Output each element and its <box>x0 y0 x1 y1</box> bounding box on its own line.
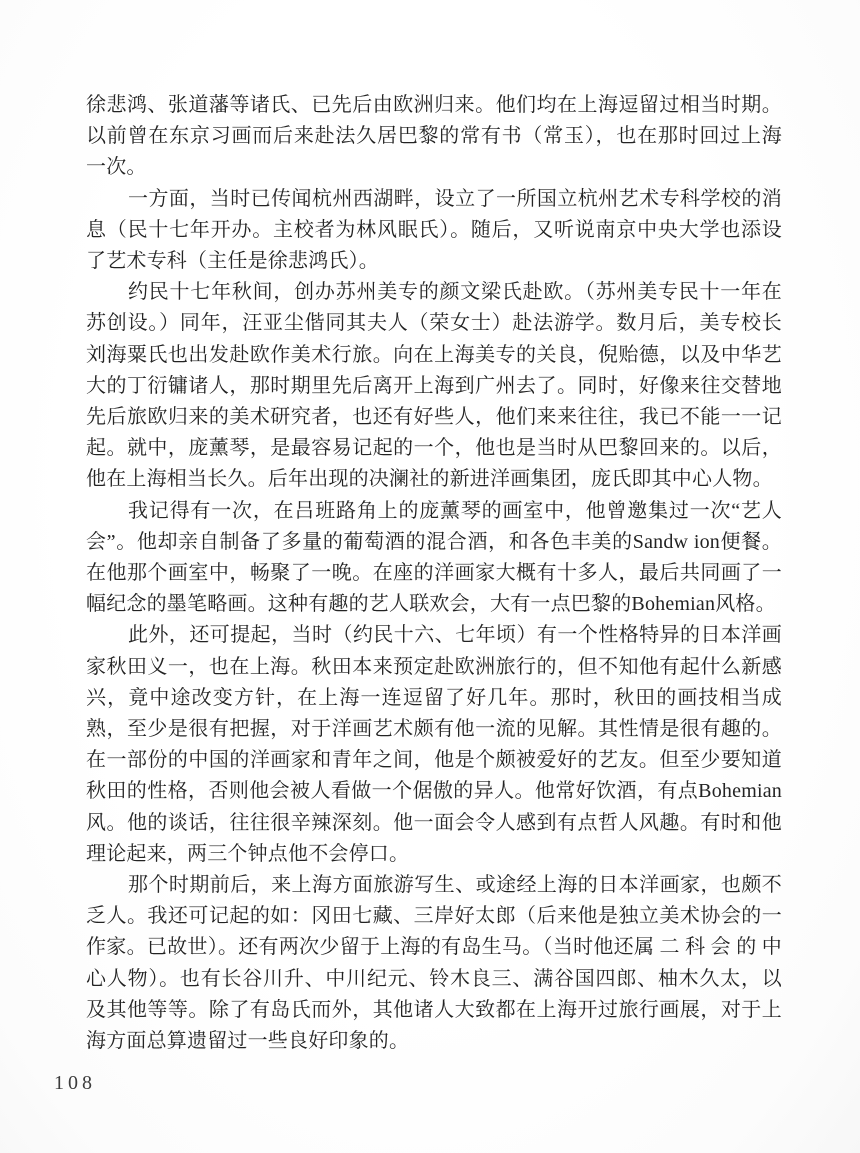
paragraph: 徐悲鸿、张道藩等诸氏、已先后由欧洲归来。他们均在上海逗留过相当时期。以前曾在东京习画而后来赴法久居巴黎的常有书（常玉），也在那时回过上海一次。 <box>86 94 782 179</box>
text-body <box>86 90 782 1057</box>
paragraph: 我记得有一次，在吕班路角上的庞薰琴的画室中，他曾邀集过一次“艺人会”。他却亲自制备了多量的葡萄酒的混合酒，和各色丰美的Sandw ion便餐。在他那个画室中，畅聚了一晚。在座的洋画家大概有十多人，最后共同画了一幅纪念的墨笔略画。这种有趣的艺人联欢会，大有一点巴黎的Bohemian风格。 <box>86 499 782 616</box>
paragraph: 约民十七年秋间，创办苏州美专的颜文梁氏赴欧。（苏州美专民十一年在苏创设。）同年，汪亚尘偕同其夫人（荣女士）赴法游学。数月后，美专校长刘海粟氏也出发赴欧作美术行旅。向在上海美专的关良，倪贻德，以及中华艺大的丁衍镛诸人，那时期里先后离开上海到广州去了。同时，好像来往交替地先后旅欧归来的美术研究者，也还有好些人，他们来来往往，我已不能一一记起。就中，庞薰琴，是最容易记起的一个，他也是当时从巴黎回来的。以后，他在上海相当长久。后年出现的决澜社的新进洋画集团，庞氏即其中心人物。 <box>86 281 782 491</box>
paragraph: 那个时期前后，来上海方面旅游写生、或途经上海的日本洋画家，也颇不乏人。我还可记起的如：冈田七藏、三岸好太郎（后来他是独立美术协会的一作家。已故世）。还有两次少留于上海的有岛生马。（当时他还属 二 科 会 的 中心人物）。也有长谷川升、中川纪元、铃木良三、满谷国四郎、柚木久太，以及其他等等。除了有岛氏而外，其他诸人大致都在上海开过旅行画展，对于上海方面总算遗留过一些良好印象的。 <box>86 874 782 1053</box>
page-number: 108 <box>54 1072 96 1094</box>
paragraph: 此外，还可提起，当时（约民十六、七年顷）有一个性格特异的日本洋画家秋田义一，也在上海。秋田本来预定赴欧洲旅行的，但不知他有起什么新感兴，竟中途改变方针，在上海一连逗留了好几年。那时，秋田的画技相当成熟，至少是很有把握，对于洋画艺术颇有他一流的见解。其性情是很有趣的。在一部份的中国的洋画家和青年之间，他是个颇被爱好的艺友。但至少要知道秋田的性格，否则他会被人看做一个倨傲的异人。他常好饮酒，有点Bohemian风。他的谈话，往往很辛辣深刻。他一面会令人感到有点哲人风趣。有时和他理论起来，两三个钟点他不会停口。 <box>86 624 782 865</box>
paragraph: 一方面，当时已传闻杭州西湖畔，设立了一所国立杭州艺术专科学校的消息（民十七年开办。主校者为林风眠氏）。随后，又听说南京中央大学也添设了艺术专科（主任是徐悲鸿氏）。 <box>86 187 782 273</box>
